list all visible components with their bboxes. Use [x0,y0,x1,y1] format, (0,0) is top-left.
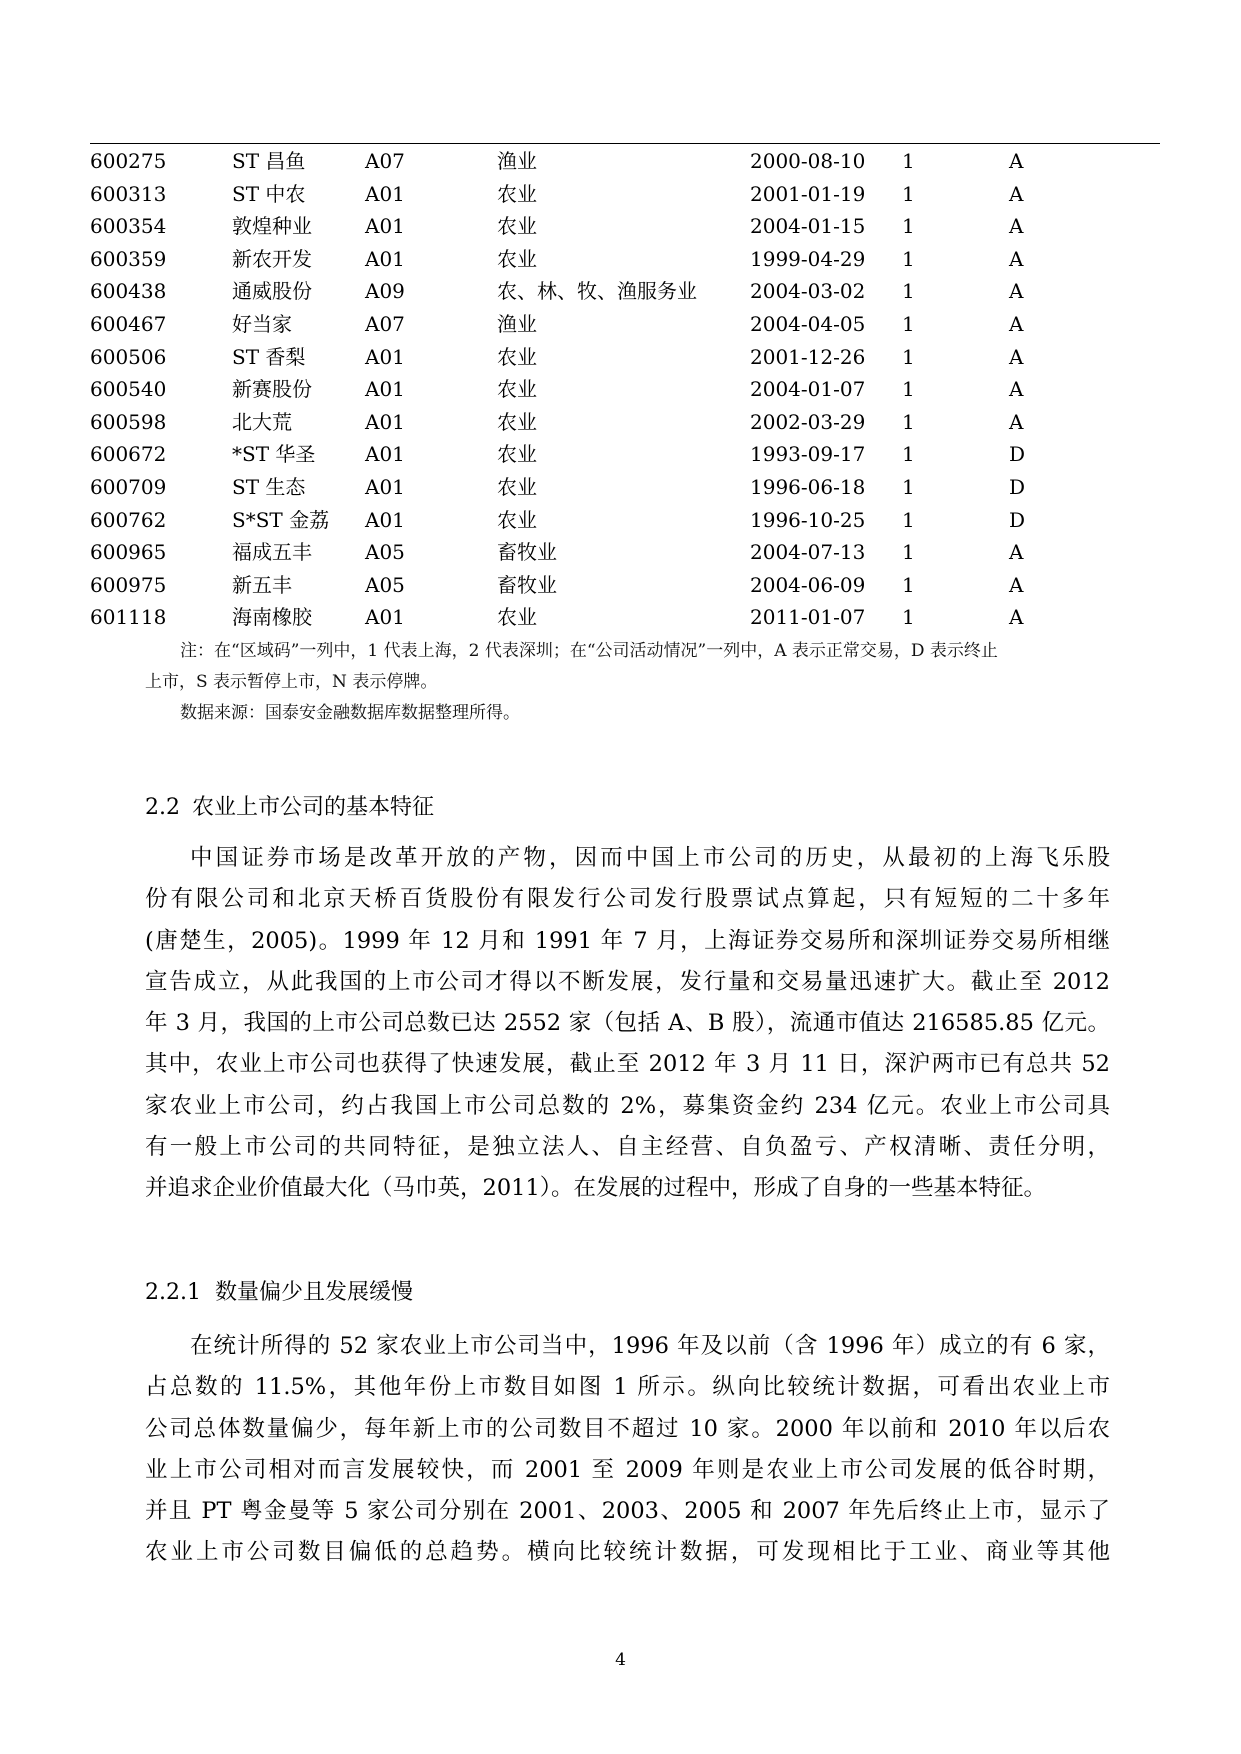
company-name-cell: 通威股份 [232,279,312,304]
paragraph-line: 中国证券市场是改革开放的产物，因而中国上市公司的历史，从最初的上海飞乐股 [190,845,1110,871]
region-code-cell: 1 [902,311,915,336]
stock-code-cell: 600975 [90,572,167,597]
company-name-cell: 海南橡胶 [232,605,312,630]
industry-code-cell: A01 [365,344,405,369]
listing-date-cell: 1999-04-29 [750,246,866,271]
region-code-cell: 1 [902,409,915,434]
sector-cell: 渔业 [497,311,537,336]
section-heading [145,793,434,823]
stock-code-cell: 600672 [90,442,167,467]
sector-cell: 畜牧业 [497,572,557,597]
paragraph-2 [145,1326,1110,1574]
activity-status-cell: A [1009,377,1024,402]
table-row [90,471,1160,504]
industry-code-cell: A07 [365,149,405,173]
company-name-cell: 福成五丰 [232,540,312,565]
company-name-cell: 好当家 [232,311,292,336]
paragraph-1 [145,838,1110,1210]
activity-status-cell: D [1009,507,1026,532]
section-title: 农业上市公司的基本特征 [192,795,435,820]
stock-code-cell: 600762 [90,507,167,532]
listing-date-cell: 2004-03-02 [750,279,866,304]
table-row [90,373,1160,406]
company-name-cell: 北大荒 [232,409,292,434]
table-note-line2: 上市，S 表示暂停上市，N 表示停牌。 [145,672,438,692]
stock-code-cell: 600354 [90,214,167,239]
region-code-cell: 1 [902,474,915,499]
activity-status-cell: A [1009,311,1024,336]
paragraph-line: (唐楚生，2005)。1999 年 12 月和 1991 年 7 月，上海证券交易所和深圳证券交易所相继 [145,927,1110,954]
stock-code-cell: 600598 [90,409,167,434]
paragraph-line: 并追求企业价值最大化（马巾英，2011）。在发展的过程中，形成了自身的一些基本特征。 [145,1175,1047,1202]
activity-status-cell: A [1009,149,1024,173]
table-notes [145,636,1105,729]
company-name-cell: *ST 华圣 [232,442,316,467]
region-code-cell: 1 [902,149,915,173]
paragraph-line: 份有限公司和北京天桥百货股份有限发行公司发行股票试点算起，只有短短的二十多年 [145,886,1110,913]
listing-date-cell: 2000-08-10 [750,149,866,173]
industry-code-cell: A01 [365,507,405,532]
industry-code-cell: A01 [365,246,405,271]
sector-cell: 渔业 [497,149,537,173]
sector-cell: 农业 [497,474,537,499]
company-name-cell: ST 昌鱼 [232,149,306,173]
table-row [90,406,1160,439]
paragraph-line: 农业上市公司数目偏低的总趋势。横向比较统计数据，可发现相比于工业、商业等其他 [145,1539,1110,1566]
sector-cell: 农业 [497,344,537,369]
table-row [90,601,1160,634]
listing-date-cell: 1993-09-17 [750,442,866,467]
table-top-rule [90,143,1160,144]
listing-date-cell: 2004-07-13 [750,540,866,565]
stock-code-cell: 600709 [90,474,167,499]
company-name-cell: 新赛股份 [232,377,312,402]
activity-status-cell: A [1009,540,1024,565]
activity-status-cell: A [1009,181,1024,206]
sector-cell: 农业 [497,605,537,630]
activity-status-cell: A [1009,572,1024,597]
company-name-cell: S*ST 金荔 [232,507,330,532]
stock-code-cell: 600313 [90,181,167,206]
sector-cell: 畜牧业 [497,540,557,565]
section-number: 2.2 [145,795,180,820]
company-table-body [90,145,1160,634]
sector-cell: 农、林、牧、渔服务业 [497,279,697,304]
company-name-cell: 新农开发 [232,246,312,271]
region-code-cell: 1 [902,181,915,206]
sector-cell: 农业 [497,442,537,467]
company-name-cell: 新五丰 [232,572,292,597]
activity-status-cell: A [1009,246,1024,271]
industry-code-cell: A05 [365,540,405,565]
listing-date-cell: 2004-04-05 [750,311,866,336]
industry-code-cell: A01 [365,409,405,434]
industry-code-cell: A01 [365,442,405,467]
paragraph-line: 业上市公司相对而言发展较快，而 2001 至 2009 年则是农业上市公司发展的低谷时期， [145,1456,1110,1483]
industry-code-cell: A01 [365,181,405,206]
table-row [90,504,1160,537]
activity-status-cell: A [1009,409,1024,434]
table-row [90,341,1160,374]
page-number: 4 [615,1650,626,1670]
table-row [90,536,1160,569]
industry-code-cell: A01 [365,377,405,402]
stock-code-cell: 600359 [90,246,167,271]
industry-code-cell: A01 [365,605,405,630]
region-code-cell: 1 [902,214,915,239]
listing-date-cell: 2004-06-09 [750,572,866,597]
paragraph-line: 宣告成立，从此我国的上市公司才得以不断发展，发行量和交易量迅速扩大。截止至 2012 [145,968,1110,995]
industry-code-cell: A01 [365,214,405,239]
region-code-cell: 1 [902,572,915,597]
company-name-cell: ST 香梨 [232,344,306,369]
listing-date-cell: 2001-12-26 [750,344,866,369]
table-row [90,569,1160,602]
region-code-cell: 1 [902,442,915,467]
region-code-cell: 1 [902,344,915,369]
listing-date-cell: 1996-10-25 [750,507,866,532]
stock-code-cell: 600438 [90,279,167,304]
activity-status-cell: D [1009,442,1026,467]
paragraph-line: 有一般上市公司的共同特征，是独立法人、自主经营、自负盈亏、产权清晰、责任分明， [145,1134,1110,1161]
table-row [90,178,1160,211]
activity-status-cell: A [1009,344,1024,369]
table-row [90,308,1160,341]
company-name-cell: ST 生态 [232,474,306,499]
paragraph-line: 并且 PT 粤金曼等 5 家公司分别在 2001、2003、2005 和 2007 年先后终止上市，显示了 [145,1498,1110,1525]
paragraph-line: 公司总体数量偏少，每年新上市的公司数目不超过 10 家。2000 年以前和 2010 年以后农 [145,1415,1110,1442]
stock-code-cell: 600467 [90,311,167,336]
stock-code-cell: 600275 [90,149,167,173]
sector-cell: 农业 [497,409,537,434]
table-row [90,275,1160,308]
region-code-cell: 1 [902,377,915,402]
sector-cell: 农业 [497,246,537,271]
company-name-cell: 敦煌种业 [232,214,312,239]
sector-cell: 农业 [497,214,537,239]
sector-cell: 农业 [497,181,537,206]
paragraph-line: 在统计所得的 52 家农业上市公司当中，1996 年及以前（含 1996 年）成立的有 6 家， [190,1333,1110,1359]
table-row [90,145,1160,178]
listing-date-cell: 2011-01-07 [750,605,866,630]
company-name-cell: ST 中农 [232,181,306,206]
activity-status-cell: A [1009,279,1024,304]
sector-cell: 农业 [497,377,537,402]
table-row [90,210,1160,243]
activity-status-cell: A [1009,605,1024,630]
region-code-cell: 1 [902,246,915,271]
listing-date-cell: 2001-01-19 [750,181,866,206]
listing-date-cell: 2002-03-29 [750,409,866,434]
table-row [90,438,1160,471]
activity-status-cell: D [1009,474,1026,499]
listing-date-cell: 2004-01-15 [750,214,866,239]
sector-cell: 农业 [497,507,537,532]
stock-code-cell: 600506 [90,344,167,369]
stock-code-cell: 600965 [90,540,167,565]
industry-code-cell: A07 [365,311,405,336]
listing-date-cell: 2004-01-07 [750,377,866,402]
industry-code-cell: A09 [365,279,405,304]
region-code-cell: 1 [902,540,915,565]
subsection-heading [145,1278,413,1308]
table-source-note: 数据来源：国泰安金融数据库数据整理所得。 [180,703,520,723]
company-table [90,145,1160,634]
listing-date-cell: 1996-06-18 [750,474,866,499]
region-code-cell: 1 [902,279,915,304]
paragraph-line: 年 3 月，我国的上市公司总数已达 2552 家（包括 A、B 股），流通市值达 216585.85 亿元。 [145,1010,1110,1037]
stock-code-cell: 600540 [90,377,167,402]
paragraph-line: 占总数的 11.5%，其他年份上市数目如图 1 所示。纵向比较统计数据，可看出农业上市 [145,1374,1110,1401]
paragraph-line: 家农业上市公司，约占我国上市公司总数的 2%，募集资金约 234 亿元。农业上市公司具 [145,1092,1110,1119]
subsection-number: 2.2.1 [145,1280,201,1305]
activity-status-cell: A [1009,214,1024,239]
table-row [90,243,1160,276]
industry-code-cell: A05 [365,572,405,597]
stock-code-cell: 601118 [90,605,167,630]
region-code-cell: 1 [902,605,915,630]
industry-code-cell: A01 [365,474,405,499]
paragraph-line: 其中，农业上市公司也获得了快速发展，截止至 2012 年 3 月 11 日，深沪两市已有总共 52 [145,1051,1110,1078]
table-note-line1: 注：在“区域码”一列中，1 代表上海，2 代表深圳；在“公司活动情况”一列中，A 表示正常交易，D 表示终止 [180,641,998,661]
subsection-title: 数量偏少且发展缓慢 [214,1280,413,1305]
region-code-cell: 1 [902,507,915,532]
